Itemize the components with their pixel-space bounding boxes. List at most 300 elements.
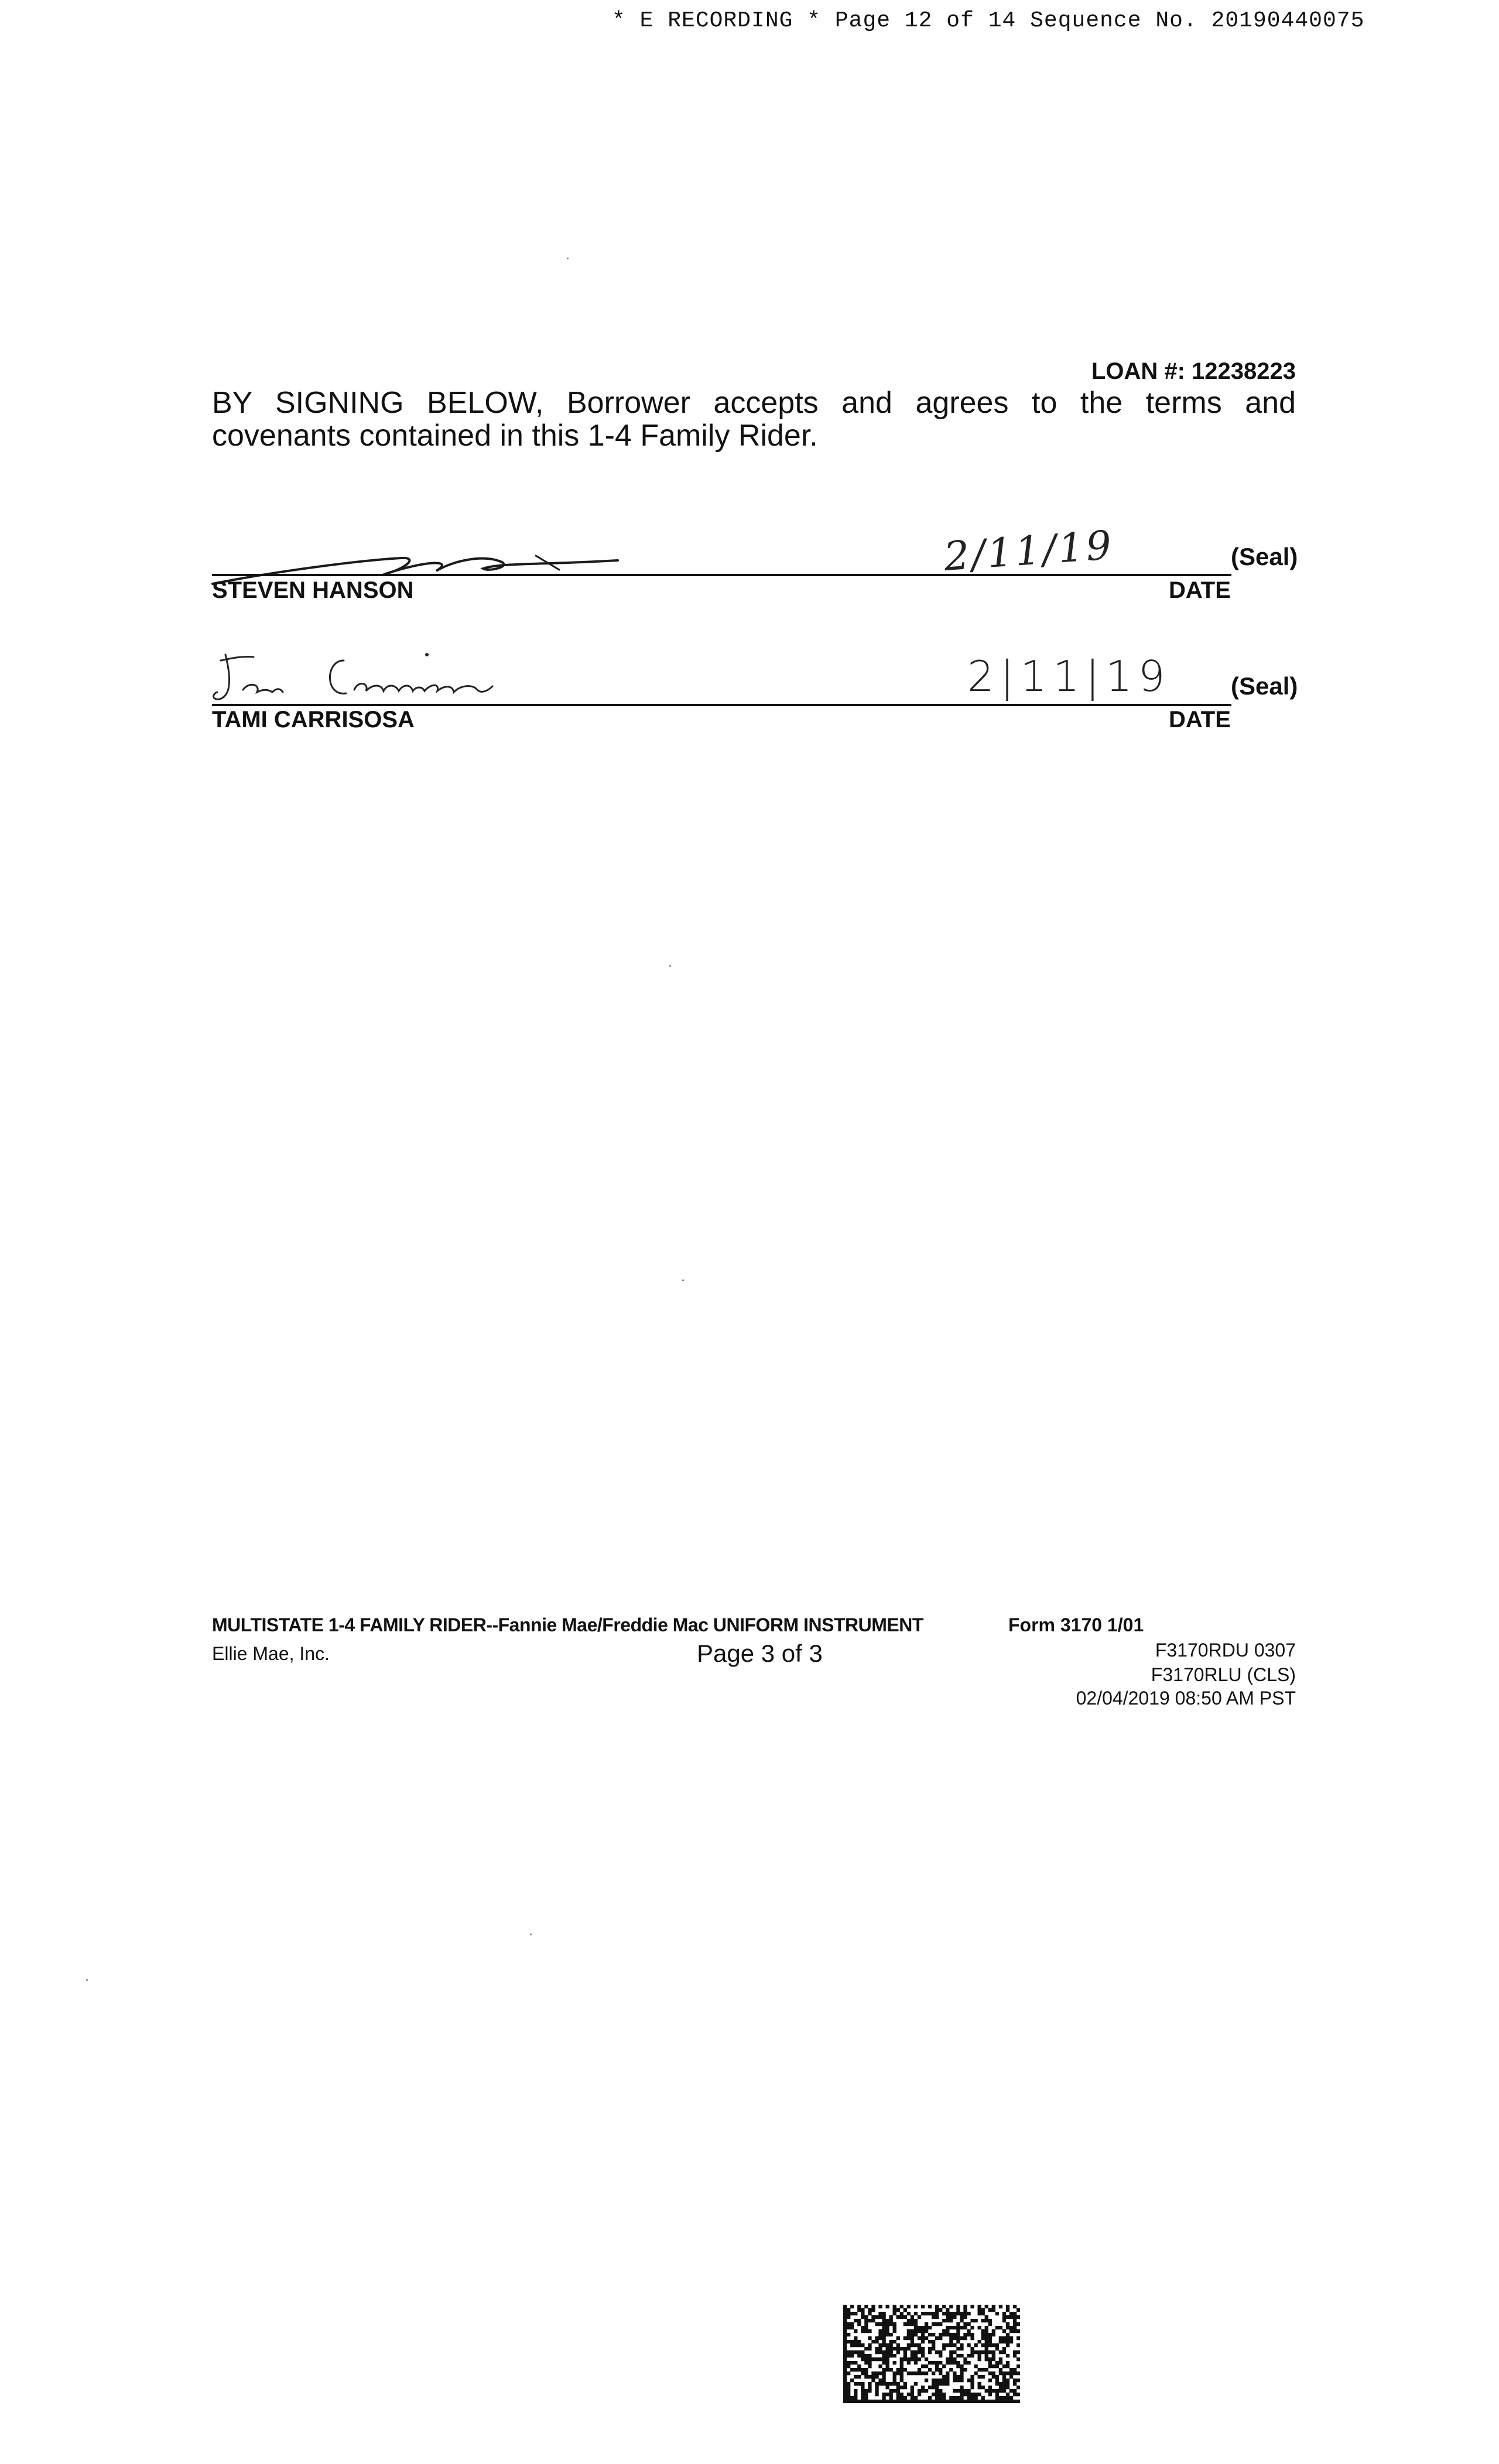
footer-form-title: MULTISTATE 1-4 FAMILY RIDER--Fannie Mae/Freddie Mac UNIFORM INSTRUMENT	[212, 1614, 923, 1635]
barcode-module	[985, 2336, 988, 2340]
barcode-module	[1006, 2305, 1009, 2308]
barcode-module	[956, 2312, 960, 2315]
barcode-module	[1006, 2386, 1009, 2389]
barcode-module	[843, 2354, 847, 2357]
barcode-module	[847, 2382, 850, 2386]
barcode-module	[907, 2347, 911, 2350]
barcode-module	[925, 2326, 928, 2329]
barcode-module	[992, 2343, 995, 2347]
barcode-module	[999, 2386, 1002, 2389]
barcode-module	[928, 2333, 932, 2336]
barcode-module	[907, 2333, 911, 2336]
barcode-module	[992, 2389, 995, 2393]
barcode-module	[893, 2340, 896, 2343]
barcode-module	[871, 2379, 875, 2382]
barcode-module	[900, 2364, 903, 2368]
barcode-module	[900, 2379, 903, 2382]
barcode-module	[1006, 2396, 1009, 2400]
barcode-module	[861, 2329, 864, 2333]
barcode-module	[882, 2400, 885, 2403]
barcode-module	[914, 2354, 918, 2357]
barcode-module	[900, 2347, 903, 2350]
barcode-module	[1002, 2396, 1006, 2400]
barcode-module	[942, 2347, 946, 2350]
barcode-module	[970, 2354, 974, 2357]
barcode-module	[946, 2343, 949, 2347]
barcode-module	[978, 2340, 981, 2343]
barcode-module	[1013, 2350, 1017, 2354]
barcode-module	[953, 2389, 956, 2393]
signer-name-1: STEVEN HANSON	[212, 577, 414, 603]
barcode-module	[970, 2379, 974, 2382]
barcode-module	[949, 2350, 953, 2354]
barcode-module	[970, 2393, 974, 2396]
barcode-module	[843, 2305, 847, 2308]
barcode-module	[850, 2361, 854, 2364]
barcode-module	[1017, 2386, 1020, 2389]
barcode-module	[918, 2371, 921, 2375]
barcode-module	[967, 2389, 970, 2393]
barcode-module	[935, 2305, 939, 2308]
barcode-module	[985, 2326, 988, 2329]
barcode-module	[850, 2312, 854, 2315]
barcode-module	[949, 2343, 953, 2347]
barcode-module	[988, 2386, 992, 2389]
barcode-module	[995, 2361, 999, 2364]
barcode-module	[889, 2350, 893, 2354]
barcode-module	[935, 2322, 939, 2326]
barcode-module	[914, 2312, 918, 2315]
barcode-module	[953, 2396, 956, 2400]
barcode-module	[1002, 2382, 1006, 2386]
barcode-module	[978, 2368, 981, 2371]
barcode-module	[885, 2305, 889, 2308]
barcode-module	[864, 2389, 868, 2393]
barcode-module	[847, 2312, 850, 2315]
barcode-module	[854, 2336, 857, 2340]
barcode-module	[988, 2357, 992, 2361]
barcode-module	[974, 2343, 977, 2347]
barcode-module	[893, 2379, 896, 2382]
barcode-module	[854, 2312, 857, 2315]
barcode-module	[970, 2326, 974, 2329]
barcode-module	[939, 2333, 942, 2336]
barcode-module	[875, 2371, 878, 2375]
barcode-module	[1002, 2350, 1006, 2354]
barcode-module	[1006, 2354, 1009, 2357]
barcode-module	[889, 2354, 893, 2357]
barcode-module	[885, 2382, 889, 2386]
barcode-module	[868, 2364, 871, 2368]
barcode-module	[907, 2343, 911, 2347]
date-label-1: DATE	[1169, 577, 1231, 603]
barcode-module	[871, 2357, 875, 2361]
barcode-module	[1002, 2315, 1006, 2319]
barcode-module	[847, 2400, 850, 2403]
barcode-module	[868, 2386, 871, 2389]
barcode-module	[1009, 2396, 1013, 2400]
agreement-text: BY SIGNING BELOW, Borrower accepts and agrees to the terms and covenants contained in this 1-4 Family Rider.	[212, 386, 1296, 453]
barcode-module	[921, 2312, 925, 2315]
barcode-module	[1009, 2326, 1013, 2329]
barcode-module	[857, 2354, 861, 2357]
barcode-module	[921, 2347, 925, 2350]
barcode-module	[967, 2354, 970, 2357]
barcode-module	[988, 2393, 992, 2396]
barcode-module	[942, 2396, 946, 2400]
barcode-module	[907, 2329, 911, 2333]
barcode-module	[949, 2354, 953, 2357]
barcode-module	[992, 2400, 995, 2403]
barcode-module	[843, 2379, 847, 2382]
barcode-module	[885, 2329, 889, 2333]
barcode-module	[960, 2368, 963, 2371]
barcode-module	[960, 2336, 963, 2340]
barcode-module	[925, 2312, 928, 2315]
barcode-module	[911, 2371, 914, 2375]
barcode-module	[882, 2361, 885, 2364]
barcode-module	[953, 2375, 956, 2379]
barcode-module	[981, 2368, 985, 2371]
barcode-module	[932, 2315, 935, 2319]
barcode-module	[914, 2343, 918, 2347]
barcode-module	[914, 2333, 918, 2336]
barcode-module	[960, 2347, 963, 2350]
barcode-module	[985, 2389, 988, 2393]
barcode-module	[928, 2361, 932, 2364]
barcode-module	[956, 2333, 960, 2336]
barcode-module	[978, 2354, 981, 2357]
barcode-module	[946, 2319, 949, 2322]
handwritten-date-2: 2|11|19	[967, 652, 1171, 701]
barcode-module	[854, 2350, 857, 2354]
barcode-module	[864, 2361, 868, 2364]
recording-header: * E RECORDING * Page 12 of 14 Sequence No. 20190440075	[612, 8, 1365, 33]
barcode-module	[875, 2393, 878, 2396]
barcode-module	[949, 2368, 953, 2371]
barcode-module	[896, 2396, 900, 2400]
barcode-module	[999, 2382, 1002, 2386]
barcode-module	[914, 2319, 918, 2322]
barcode-module	[843, 2396, 847, 2400]
barcode-module	[847, 2371, 850, 2375]
barcode-module	[882, 2326, 885, 2329]
barcode-module	[903, 2357, 907, 2361]
barcode-module	[918, 2315, 921, 2319]
barcode-module	[843, 2400, 847, 2403]
barcode-module	[878, 2305, 882, 2308]
barcode-module	[963, 2389, 967, 2393]
barcode-module	[911, 2315, 914, 2319]
barcode-module	[843, 2319, 847, 2322]
barcode-module	[882, 2382, 885, 2386]
barcode-module	[963, 2326, 967, 2329]
barcode-module	[1017, 2322, 1020, 2326]
barcode-module	[995, 2382, 999, 2386]
barcode-module	[911, 2343, 914, 2347]
barcode-module	[878, 2364, 882, 2368]
barcode-module	[871, 2308, 875, 2312]
barcode-module	[928, 2312, 932, 2315]
barcode-module	[882, 2319, 885, 2322]
barcode-module	[889, 2333, 893, 2336]
barcode-module	[914, 2357, 918, 2361]
barcode-module	[939, 2400, 942, 2403]
barcode-module	[889, 2396, 893, 2400]
barcode-module	[1013, 2393, 1017, 2396]
barcode-module	[1006, 2333, 1009, 2336]
barcode-module	[942, 2305, 946, 2308]
barcode-module	[850, 2368, 854, 2371]
barcode-module	[1009, 2389, 1013, 2393]
barcode-module	[889, 2393, 893, 2396]
barcode-module	[871, 2400, 875, 2403]
barcode-module	[949, 2333, 953, 2336]
barcode-module	[885, 2322, 889, 2326]
barcode-module	[974, 2371, 977, 2375]
barcode-module	[963, 2336, 967, 2340]
barcode-module	[985, 2329, 988, 2333]
barcode-module	[995, 2389, 999, 2393]
barcode-module	[970, 2333, 974, 2336]
barcode-module	[935, 2350, 939, 2354]
barcode-module	[963, 2368, 967, 2371]
barcode-module	[921, 2364, 925, 2368]
barcode-module	[942, 2379, 946, 2382]
barcode-module	[946, 2357, 949, 2361]
barcode-module	[960, 2364, 963, 2368]
scan-speck	[86, 1979, 88, 1981]
barcode-module	[896, 2308, 900, 2312]
barcode-module	[911, 2393, 914, 2396]
barcode-module	[864, 2319, 868, 2322]
barcode-module	[963, 2322, 967, 2326]
barcode-module	[911, 2389, 914, 2393]
barcode-module	[935, 2396, 939, 2400]
barcode-module	[854, 2368, 857, 2371]
barcode-module	[935, 2312, 939, 2315]
barcode-module	[928, 2326, 932, 2329]
barcode-module	[960, 2319, 963, 2322]
barcode-module	[981, 2336, 985, 2340]
barcode-module	[857, 2350, 861, 2354]
barcode-module	[1002, 2329, 1006, 2333]
barcode-module	[854, 2375, 857, 2379]
barcode-module	[1002, 2371, 1006, 2375]
barcode-module	[953, 2400, 956, 2403]
barcode-module	[896, 2368, 900, 2371]
barcode-module	[854, 2382, 857, 2386]
barcode-module	[942, 2343, 946, 2347]
barcode-module	[907, 2371, 911, 2375]
barcode-module	[918, 2350, 921, 2354]
barcode-module	[985, 2350, 988, 2354]
barcode-module	[985, 2343, 988, 2347]
barcode-module	[896, 2347, 900, 2350]
barcode-module	[850, 2343, 854, 2347]
barcode-module	[960, 2343, 963, 2347]
barcode-module	[1009, 2336, 1013, 2340]
barcode-module	[960, 2393, 963, 2396]
barcode-module	[935, 2382, 939, 2386]
barcode-module	[911, 2357, 914, 2361]
barcode-module	[928, 2340, 932, 2343]
barcode-module	[970, 2347, 974, 2350]
barcode-module	[928, 2368, 932, 2371]
datamatrix-barcode	[843, 2305, 1020, 2403]
barcode-module	[847, 2354, 850, 2357]
barcode-module	[988, 2389, 992, 2393]
barcode-module	[935, 2393, 939, 2396]
barcode-module	[981, 2375, 985, 2379]
barcode-module	[861, 2386, 864, 2389]
barcode-module	[981, 2319, 985, 2322]
barcode-module	[995, 2379, 999, 2382]
barcode-module	[999, 2389, 1002, 2393]
barcode-module	[949, 2305, 953, 2308]
barcode-module	[981, 2308, 985, 2312]
barcode-module	[946, 2312, 949, 2315]
barcode-module	[985, 2357, 988, 2361]
barcode-module	[893, 2329, 896, 2333]
barcode-module	[978, 2393, 981, 2396]
barcode-module	[932, 2333, 935, 2336]
barcode-module	[974, 2396, 977, 2400]
barcode-module	[868, 2336, 871, 2340]
barcode-module	[914, 2350, 918, 2354]
barcode-module	[939, 2308, 942, 2312]
barcode-module	[843, 2361, 847, 2364]
barcode-module	[896, 2386, 900, 2389]
barcode-module	[939, 2379, 942, 2382]
barcode-module	[878, 2350, 882, 2354]
barcode-module	[911, 2396, 914, 2400]
barcode-module	[861, 2382, 864, 2386]
barcode-module	[914, 2361, 918, 2364]
barcode-module	[843, 2336, 847, 2340]
barcode-module	[875, 2315, 878, 2319]
barcode-module	[918, 2357, 921, 2361]
date-label-2: DATE	[1169, 707, 1231, 733]
barcode-module	[857, 2364, 861, 2368]
barcode-module	[868, 2329, 871, 2333]
barcode-module	[843, 2368, 847, 2371]
barcode-module	[896, 2315, 900, 2319]
barcode-module	[935, 2389, 939, 2393]
barcode-module	[843, 2364, 847, 2368]
barcode-module	[1006, 2361, 1009, 2364]
barcode-module	[893, 2322, 896, 2326]
barcode-module	[918, 2343, 921, 2347]
barcode-module	[960, 2386, 963, 2389]
barcode-module	[878, 2329, 882, 2333]
barcode-module	[925, 2389, 928, 2393]
barcode-module	[903, 2396, 907, 2400]
barcode-module	[861, 2368, 864, 2371]
barcode-module	[885, 2361, 889, 2364]
barcode-module	[985, 2400, 988, 2403]
barcode-module	[956, 2336, 960, 2340]
barcode-module	[857, 2382, 861, 2386]
barcode-module	[878, 2347, 882, 2350]
barcode-module	[1002, 2364, 1006, 2368]
barcode-module	[914, 2371, 918, 2375]
barcode-module	[967, 2361, 970, 2364]
barcode-module	[921, 2400, 925, 2403]
barcode-module	[999, 2361, 1002, 2364]
barcode-module	[988, 2343, 992, 2347]
barcode-module	[907, 2357, 911, 2361]
barcode-module	[864, 2305, 868, 2308]
barcode-module	[967, 2329, 970, 2333]
barcode-module	[953, 2357, 956, 2361]
barcode-module	[878, 2382, 882, 2386]
barcode-module	[967, 2322, 970, 2326]
barcode-module	[953, 2350, 956, 2354]
barcode-module	[918, 2336, 921, 2340]
barcode-module	[896, 2350, 900, 2354]
barcode-module	[871, 2375, 875, 2379]
barcode-module	[960, 2371, 963, 2375]
barcode-module	[871, 2315, 875, 2319]
barcode-module	[864, 2375, 868, 2379]
barcode-module	[861, 2400, 864, 2403]
barcode-module	[949, 2326, 953, 2329]
footer-company: Ellie Mae, Inc.	[212, 1643, 330, 1664]
barcode-module	[868, 2357, 871, 2361]
barcode-module	[949, 2361, 953, 2364]
barcode-module	[854, 2329, 857, 2333]
barcode-module	[914, 2382, 918, 2386]
barcode-module	[854, 2389, 857, 2393]
barcode-module	[1006, 2315, 1009, 2319]
barcode-module	[875, 2322, 878, 2326]
barcode-module	[903, 2308, 907, 2312]
barcode-module	[939, 2361, 942, 2364]
barcode-module	[956, 2361, 960, 2364]
barcode-module	[843, 2393, 847, 2396]
barcode-module	[1002, 2386, 1006, 2389]
barcode-module	[956, 2347, 960, 2350]
barcode-module	[893, 2305, 896, 2308]
barcode-module	[900, 2393, 903, 2396]
barcode-module	[921, 2386, 925, 2389]
barcode-module	[911, 2322, 914, 2326]
barcode-module	[995, 2396, 999, 2400]
barcode-module	[1002, 2400, 1006, 2403]
barcode-module	[946, 2361, 949, 2364]
barcode-module	[1017, 2350, 1020, 2354]
barcode-module	[935, 2361, 939, 2364]
barcode-module	[942, 2382, 946, 2386]
barcode-module	[946, 2333, 949, 2336]
barcode-module	[889, 2389, 893, 2393]
barcode-module	[1006, 2382, 1009, 2386]
barcode-module	[981, 2343, 985, 2347]
barcode-module	[935, 2364, 939, 2368]
barcode-module	[1002, 2347, 1006, 2350]
barcode-module	[903, 2315, 907, 2319]
barcode-module	[1006, 2336, 1009, 2340]
barcode-module	[885, 2319, 889, 2322]
barcode-module	[1009, 2312, 1013, 2315]
barcode-module	[861, 2389, 864, 2393]
barcode-module	[978, 2357, 981, 2361]
barcode-module	[885, 2350, 889, 2354]
barcode-module	[882, 2336, 885, 2340]
barcode-module	[861, 2350, 864, 2354]
barcode-module	[1013, 2379, 1017, 2382]
